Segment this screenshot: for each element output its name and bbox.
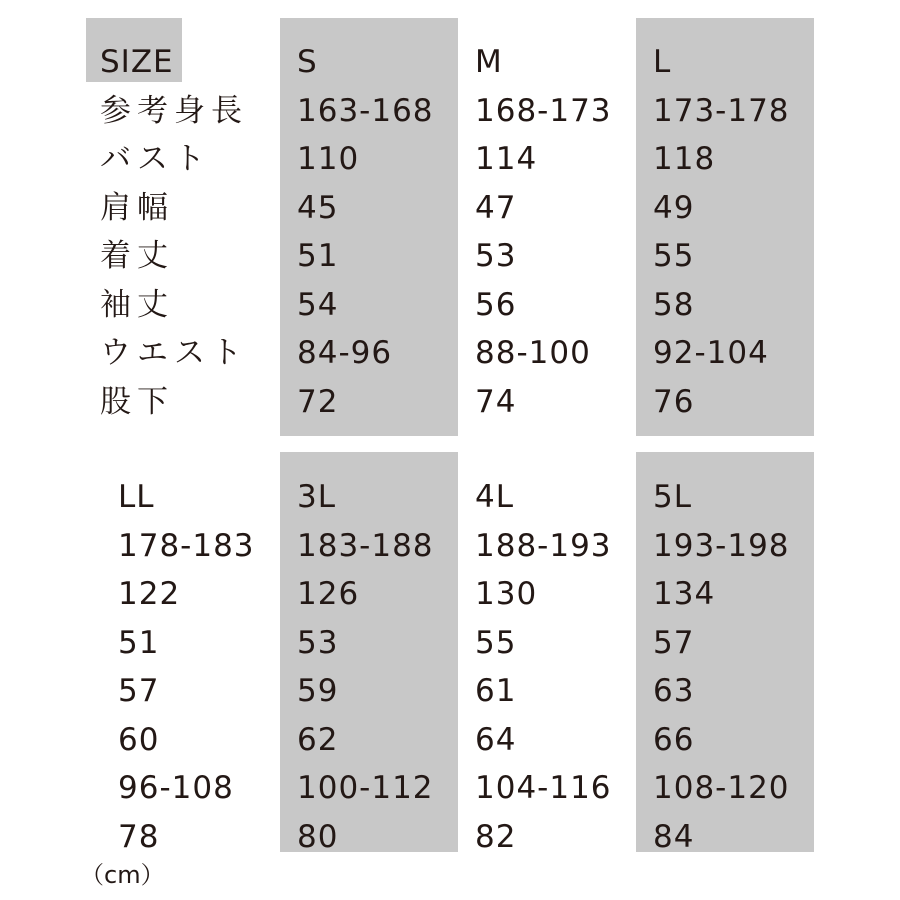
table-cell: 126 xyxy=(297,576,360,612)
table-cell: 173-178 xyxy=(653,92,790,129)
table-cell: 56 xyxy=(475,286,517,323)
table-cell: 57 xyxy=(653,624,695,661)
table-cell: 183-188 xyxy=(297,527,434,564)
table-cell: 55 xyxy=(475,624,517,661)
table-cell: 45 xyxy=(297,189,339,226)
table-cell: 74 xyxy=(475,383,517,420)
table-cell: 66 xyxy=(653,721,695,758)
table-cell: 78 xyxy=(118,818,160,855)
row-label: バスト xyxy=(100,141,211,177)
size-header-4l: 4L xyxy=(475,479,514,515)
table-cell: 53 xyxy=(297,624,339,661)
table-cell: 130 xyxy=(475,576,538,612)
unit-label: （cm） xyxy=(80,861,165,889)
table-cell: 61 xyxy=(475,673,517,709)
table-cell: 168-173 xyxy=(475,92,612,129)
table-cell: 84 xyxy=(653,818,695,855)
table-cell: 62 xyxy=(297,721,339,758)
table-cell: 122 xyxy=(118,576,181,612)
table-cell: 47 xyxy=(475,189,517,226)
table-cell: 188-193 xyxy=(475,527,612,564)
row-label: 肩幅 xyxy=(100,189,174,226)
size-header-ll: LL xyxy=(118,479,155,515)
table-cell: 134 xyxy=(653,576,716,612)
size-header-5l: 5L xyxy=(653,479,692,515)
table-cell: 64 xyxy=(475,721,517,758)
table-cell: 163-168 xyxy=(297,92,434,129)
table-cell: 84-96 xyxy=(297,335,393,371)
table-cell: 82 xyxy=(475,818,517,855)
table-cell: 100-112 xyxy=(297,770,434,806)
table-cell: 80 xyxy=(297,818,339,855)
table-cell: 104-116 xyxy=(475,770,612,806)
table-cell: 108-120 xyxy=(653,770,790,806)
table-cell: 58 xyxy=(653,286,695,323)
table-cell: 60 xyxy=(118,721,160,758)
table-cell: 110 xyxy=(297,141,360,177)
table-cell: 76 xyxy=(653,383,695,420)
table-cell: 59 xyxy=(297,673,339,709)
table-cell: 96-108 xyxy=(118,770,234,806)
table-cell: 88-100 xyxy=(475,335,591,371)
table-cell: 49 xyxy=(653,189,695,226)
row-label: 着丈 xyxy=(100,238,174,274)
row-label: 股下 xyxy=(100,383,174,420)
table-cell: 57 xyxy=(118,673,160,709)
table-cell: 54 xyxy=(297,286,339,323)
row-label: 袖丈 xyxy=(100,286,174,323)
row-label: 参考身長 xyxy=(100,92,248,129)
table-cell: 193-198 xyxy=(653,527,790,564)
table-cell: 72 xyxy=(297,383,339,420)
size-header-label: SIZE xyxy=(100,44,174,80)
row-label: ウエスト xyxy=(100,335,248,371)
table-cell: 63 xyxy=(653,673,695,709)
size-header-s: S xyxy=(297,44,318,80)
table-cell: 55 xyxy=(653,238,695,274)
table-cell: 118 xyxy=(653,141,716,177)
table-cell: 178-183 xyxy=(118,527,255,564)
table-cell: 92-104 xyxy=(653,335,769,371)
size-header-l: L xyxy=(653,44,672,80)
table-cell: 114 xyxy=(475,141,538,177)
table-cell: 51 xyxy=(297,238,339,274)
size-header-3l: 3L xyxy=(297,479,336,515)
size-header-m: M xyxy=(475,44,503,80)
table-cell: 53 xyxy=(475,238,517,274)
table-cell: 51 xyxy=(118,624,160,661)
